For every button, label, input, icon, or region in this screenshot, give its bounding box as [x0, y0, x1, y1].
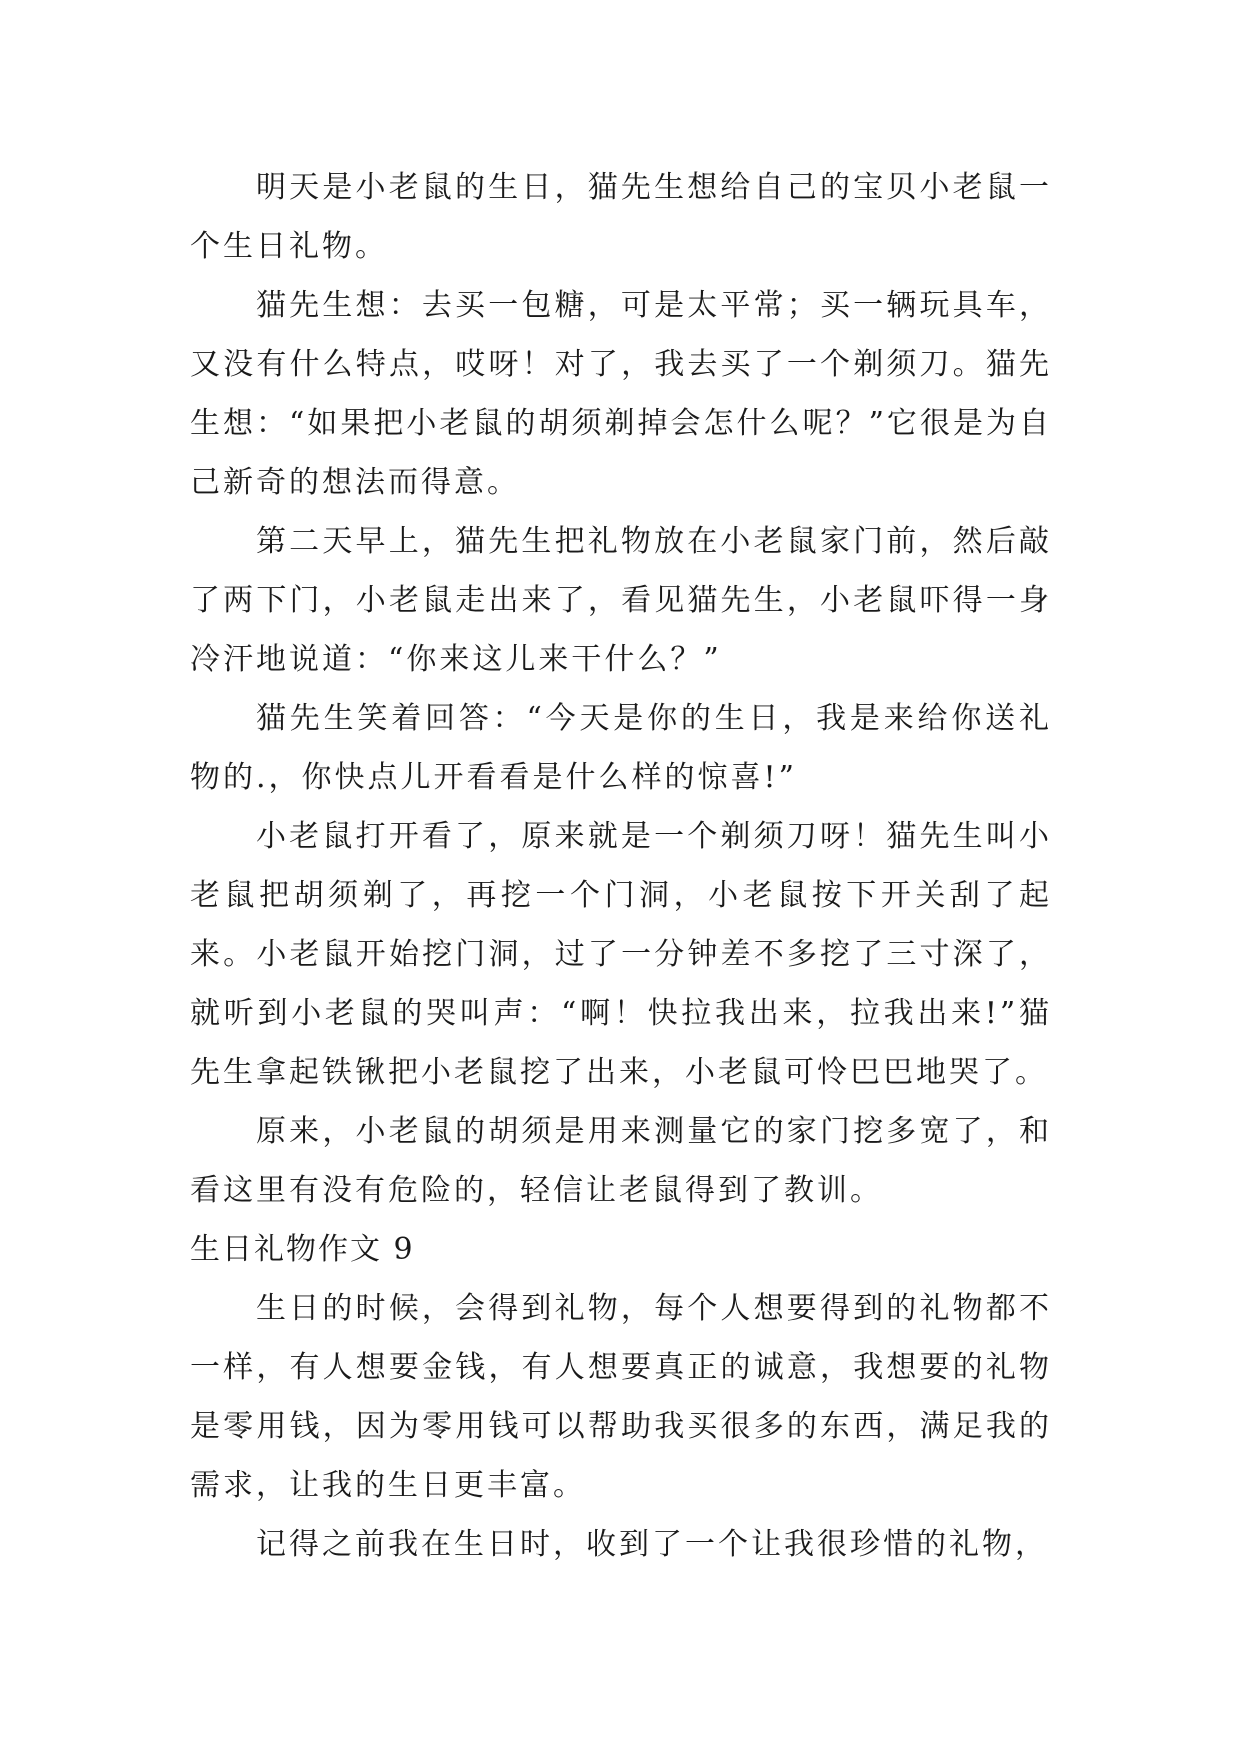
paragraph-next-morning: 第二天早上，猫先生把礼物放在小老鼠家门前，然后敲了两下门，小老鼠走出来了，看见猫先生，小老鼠吓得一身冷汗地说道：“你来这儿来干什么？”	[190, 524, 1052, 677]
paragraph-remember-gift: 记得之前我在生日时，收到了一个让我很珍惜的礼物，	[256, 1527, 1048, 1562]
paragraph-cat-thinks: 猫先生想：去买一包糖，可是太平常；买一辆玩具车，又没有什么特点，哎呀！对了，我去买了一个剃须刀。猫先生想：“如果把小老鼠的胡须剃掉会怎什么呢？”它很是为自己新奇的想法而得意。	[190, 288, 1052, 500]
section-heading: 生日礼物作文 9	[190, 1232, 415, 1267]
paragraph-mouse-opens-gift: 小老鼠打开看了，原来就是一个剃须刀呀！猫先生叫小老鼠把胡须剃了，再挖一个门洞，小老鼠按下开关刮了起来。小老鼠开始挖门洞，过了一分钟差不多挖了三寸深了，就听到小老鼠的哭叫声：“啊！快拉我出来，拉我出来!”猫先生拿起铁锹把小老鼠挖了出来，小老鼠可怜巴巴地哭了。	[190, 819, 1052, 1090]
document-body	[190, 158, 1052, 1574]
paragraph-cat-answers: 猫先生笑着回答：“今天是你的生日，我是来给你送礼物的.，你快点儿开看看是什么样的惊喜!”	[190, 701, 1052, 795]
paragraph-birthday-intro: 明天是小老鼠的生日，猫先生想给自己的宝贝小老鼠一个生日礼物。	[190, 170, 1052, 264]
paragraph-birthday-wishes: 生日的时候，会得到礼物，每个人想要得到的礼物都不一样，有人想要金钱，有人想要真正的诚意，我想要的礼物是零用钱，因为零用钱可以帮助我买很多的东西，满足我的需求，让我的生日更丰富。	[190, 1291, 1052, 1503]
paragraph-lesson: 原来，小老鼠的胡须是用来测量它的家门挖多宽了，和看这里有没有危险的，轻信让老鼠得到了教训。	[190, 1114, 1052, 1208]
